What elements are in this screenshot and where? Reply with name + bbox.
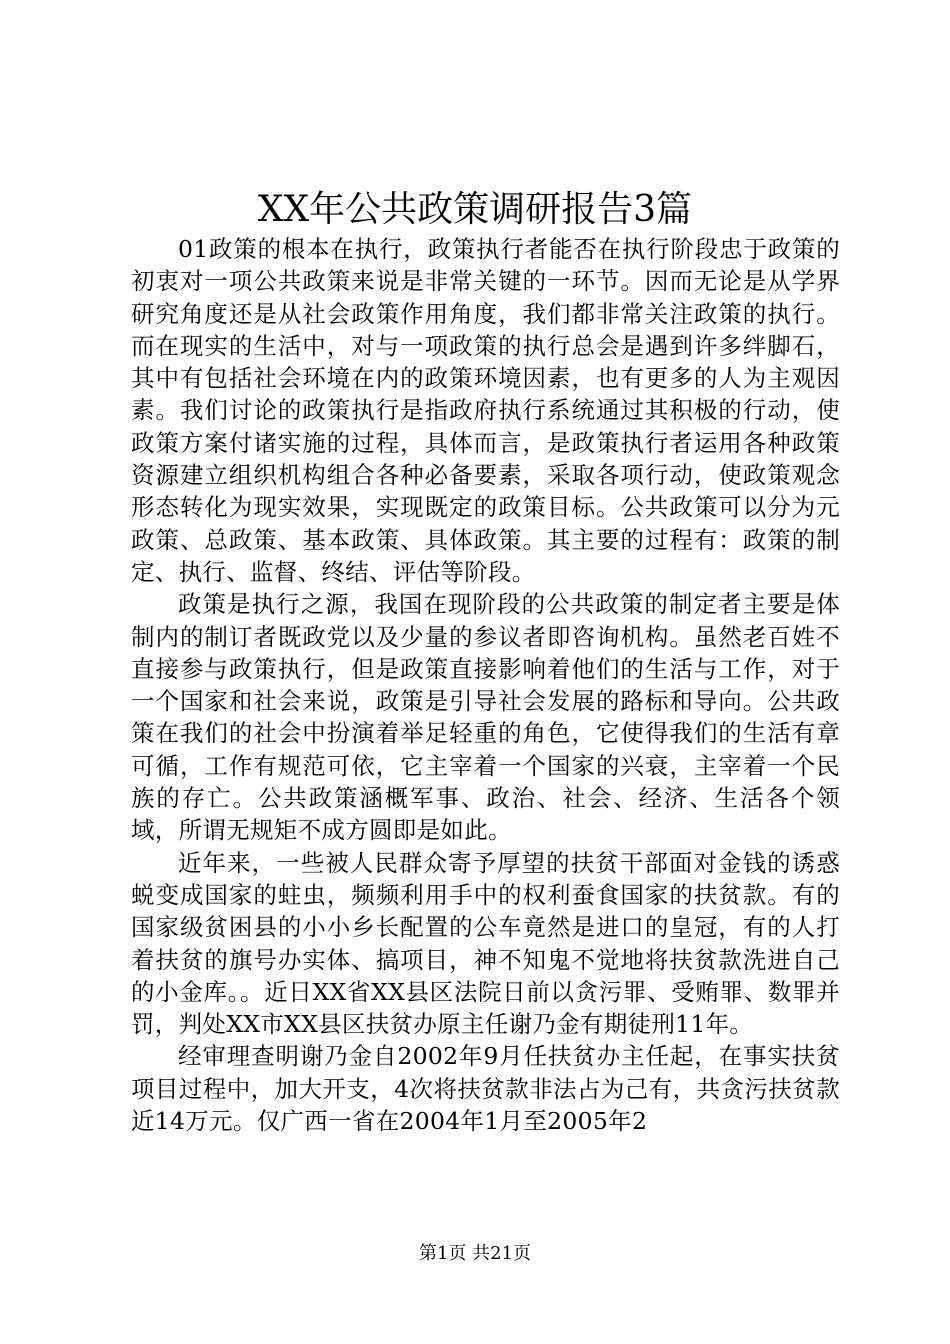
document-title: XX年公共政策调研报告3篇 [257,189,693,230]
document-body [131,233,840,1137]
paragraph-1: 01政策的根本在执行，政策执行者能否在执行阶段忠于政策的初衷对一项公共政策来说是非常关键的一环节。因而无论是从学界研究角度还是从社会政策作用角度，我们都非常关注政策的执行。而在现实的生活中，对与一项政策的执行总会是遇到许多绊脚石，其中有包括社会环境在内的政策环境因素，也有更多的人为主观因素。我们讨论的政策执行是指政府执行系统通过其积极的行动，使政策方案付诸实施的过程，具体而言，是政策执行者运用各种政策资源建立组织机构组合各种必备要素，采取各项行动，使政策观念形态转化为现实效果，实现既定的政策目标。公共政策可以分为元政策、总政策、基本政策、具体政策。其主要的过程有：政策的制定、执行、监督、终结、评估等阶段。 [131,235,840,586]
paragraph-4: 经审理查明谢乃金自2002年9月任扶贫办主任起，在事实扶贫项目过程中，加大开支，4次将扶贫款非法占为己有，共贪污扶贫款近14万元。仅广西一省在2004年1月至2005年2 [131,1042,840,1136]
paragraph-2: 政策是执行之源，我国在现阶段的公共政策的制定者主要是体制内的制订者既政党以及少量的参议者即咨询机构。虽然老百姓不直接参与政策执行，但是政策直接影响着他们的生活与工作，对于一个国家和社会来说，政策是引导社会发展的路标和导向。公共政策在我们的社会中扮演着举足轻重的角色，它使得我们的生活有章可循，工作有规范可依，它主宰着一个国家的兴衰，主宰着一个民族的存亡。公共政策涵概军事、政治、社会、经济、生活各个领域，所谓无规矩不成方圆即是如此。 [131,590,840,845]
paragraph-3: 近年来，一些被人民群众寄予厚望的扶贫干部面对金钱的诱惑蜕变成国家的蛀虫，频频利用手中的权利蚕食国家的扶贫款。有的国家级贫困县的小小乡长配置的公车竟然是进口的皇冠，有的人打着扶贫的旗号办实体、搞项目，神不知鬼不觉地将扶贫款洗进自己的小金库。。近日XX省XX县区法院日前以贪污罪、受贿罪、数罪并罚，判处XX市XX县区扶贫办原主任谢乃金有期徒刑11年。 [131,848,840,1039]
page-number-footer: 第1页 共21页 [418,1243,532,1264]
